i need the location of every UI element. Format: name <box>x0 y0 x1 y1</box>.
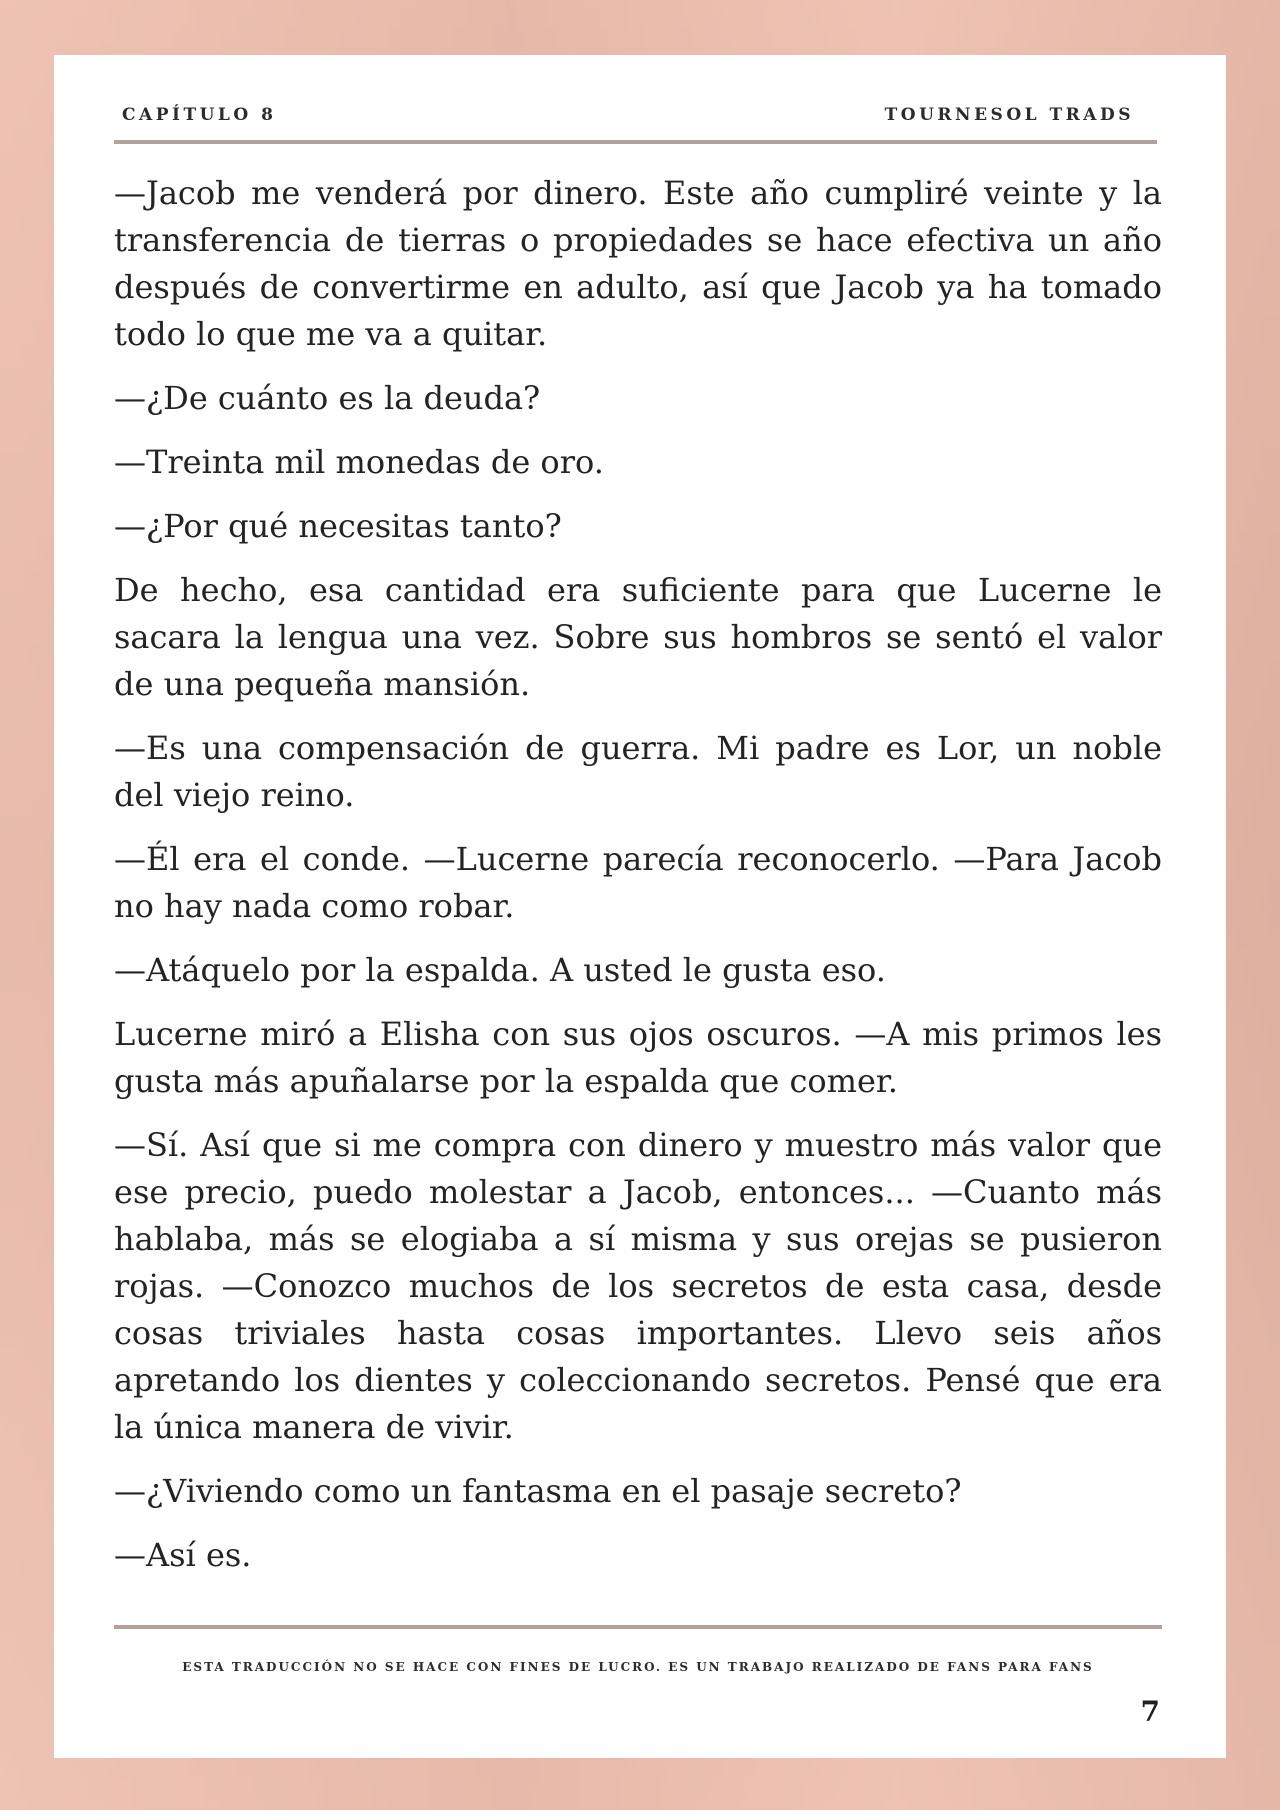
translation-group-label: TOURNESOL TRADS <box>884 105 1134 125</box>
running-header <box>114 105 1148 135</box>
paragraph: —Atáquelo por la espalda. A usted le gusta eso. <box>114 951 886 989</box>
paragraph: Lucerne miró a Elisha con sus ojos oscuros. —A mis primos les gusta más apuñalarse por la espalda que comer. <box>114 1015 1162 1100</box>
chapter-label: CAPÍTULO 8 <box>122 105 277 125</box>
paragraph: —Él era el conde. —Lucerne parecía reconocerlo. —Para Jacob no hay nada como robar. <box>114 840 1162 925</box>
paragraph: —Treinta mil monedas de oro. <box>114 443 604 481</box>
paragraph: —Es una compensación de guerra. Mi padre es Lor, un noble del viejo reino. <box>114 729 1162 814</box>
paragraph: —¿Viviendo como un fantasma en el pasaje secreto? <box>114 1472 962 1510</box>
footer-disclaimer: ESTA TRADUCCIÓN NO SE HACE CON FINES DE LUCRO. ES UN TRABAJO REALIZADO DE FANS PARA FANS <box>182 1660 1094 1674</box>
paragraph: —Sí. Así que si me compra con dinero y muestro más valor que ese precio, puedo molestar a Jacob, entonces... —Cuanto más hablaba, más se elogiaba a sí misma y sus orejas se pusieron rojas. —Conozco muchos de los secretos de esta casa, desde cosas triviales hasta cosas importantes. Llevo seis años apretando los dientes y coleccionando secretos. Pensé que era la única manera de vivir. <box>114 1126 1162 1446</box>
paragraph: —Jacob me venderá por dinero. Este año cumpliré veinte y la transferencia de tierras o propiedades se hace efectiva un año después de convertirme en adulto, así que Jacob ya ha tomado todo lo que me va a quitar. <box>114 174 1162 353</box>
book-page <box>54 55 1226 1758</box>
paragraph: —¿De cuánto es la deuda? <box>114 379 541 417</box>
paragraph: —¿Por qué necesitas tanto? <box>114 507 562 545</box>
chapter-body <box>114 170 1162 1596</box>
footer-divider <box>114 1625 1162 1629</box>
header-divider <box>114 140 1157 144</box>
page-number: 7 <box>1140 1695 1160 1728</box>
paragraph: —Así es. <box>114 1536 252 1574</box>
paragraph: De hecho, esa cantidad era suficiente para que Lucerne le sacara la lengua una vez. Sobre sus hombros se sentó el valor de una pequeña mansión. <box>114 571 1162 703</box>
